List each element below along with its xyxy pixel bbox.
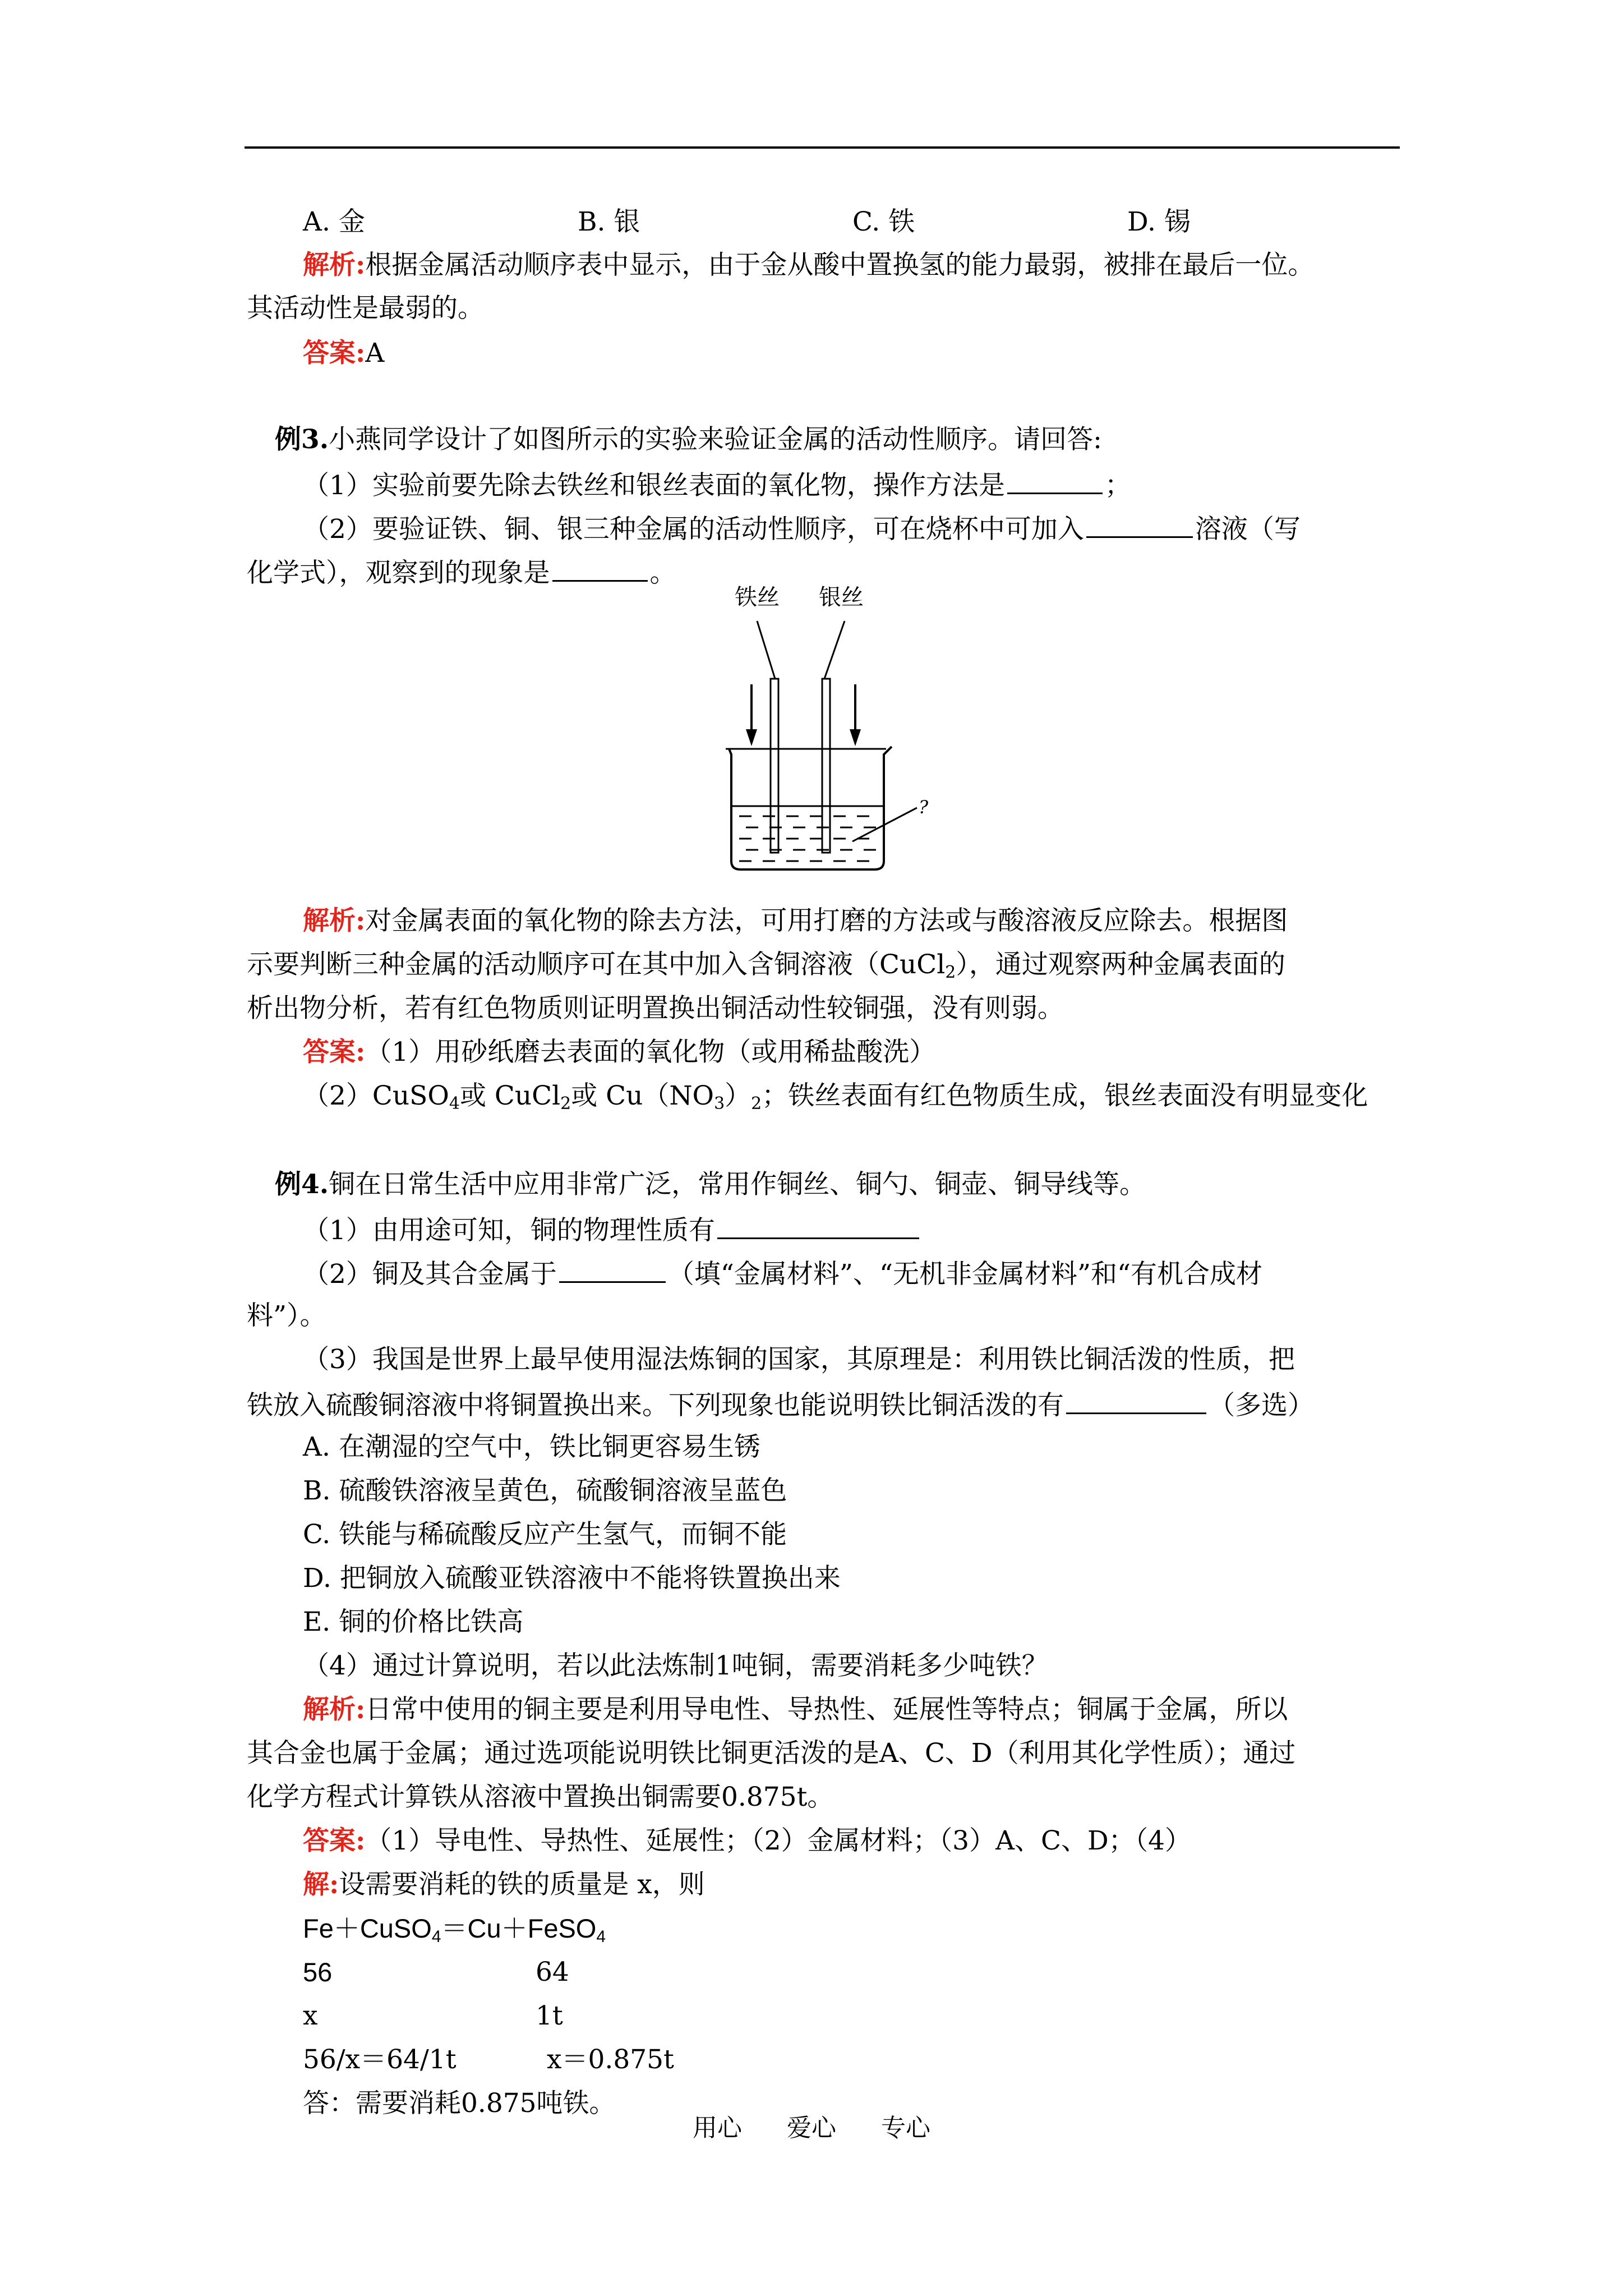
ex3-analysis-line3: 析出物分析，若有红色物质则证明置换出铜活动性较铜强，没有则弱。: [247, 993, 1064, 1024]
answer-blank: [552, 558, 648, 582]
iron-wire-label: 铁丝: [735, 585, 780, 610]
beaker-figure: [712, 586, 948, 878]
solution-text: 设需要消耗的铁的质量是 x，则: [339, 1869, 705, 1900]
answer-label: 答案:: [303, 1825, 366, 1856]
ex3-analysis-line2: 示要判断三种金属的活动顺序可在其中加入含铜溶液（CuCl$_2$），通过观察两种金属表面的: [247, 949, 1285, 982]
answer-label: 答案:: [303, 1037, 366, 1068]
var-1t: 1t: [536, 2000, 563, 2031]
option-a: A. 金: [303, 206, 365, 237]
answer-blank: [1066, 1390, 1206, 1414]
ex4-analysis-line3: 化学方程式计算铁从溶液中置换出铜需要0.875t。: [247, 1782, 834, 1812]
ex4-q2-text: （2）铜及其合金属于: [303, 1259, 557, 1290]
answer-blank: [559, 1259, 666, 1283]
analysis-label: 解析:: [303, 250, 366, 280]
footer-item: 爱心: [787, 2114, 836, 2142]
answer-blank: [1086, 514, 1193, 538]
ex4-q3-line1: （3）我国是世界上最早使用湿法炼铜的国家，其原理是：利用铁比铜活泼的性质，把: [303, 1344, 1295, 1375]
q2-analysis-line1: [303, 252, 1314, 278]
mass-cu: 64: [536, 1957, 569, 1987]
footer-item: 专心: [881, 2114, 930, 2142]
option-c: C. 铁: [852, 206, 915, 237]
question-mark-label: ?: [919, 797, 929, 818]
ex4-q1: [303, 1215, 921, 1244]
ex3-q1-text: （1）实验前要先除去铁丝和银丝表面的氧化物，操作方法是: [303, 470, 1005, 501]
option-d: D. 锡: [1127, 206, 1191, 237]
ex4-analysis-line2: 其合金也属于金属；通过选项能说明铁比铜更活泼的是A、C、D（利用其化学性质）；通过: [247, 1738, 1296, 1769]
ex4-q2-text-b: （填“金属材料”、“无机非金属材料”和“有机合成材: [667, 1259, 1263, 1290]
ratio: 56/x＝64/1t: [303, 2044, 457, 2075]
answer-text: ；铁丝表面有红色物质生成，银丝表面没有明显变化: [762, 1080, 1368, 1111]
analysis-text: 日常中使用的铜主要是利用导电性、导热性、延展性等特点；铜属于金属，所以: [365, 1694, 1288, 1725]
ex4-option-b: B. 硫酸铁溶液呈黄色，硫酸铜溶液呈蓝色: [303, 1475, 787, 1506]
ex4-option-e: E. 铜的价格比铁高: [303, 1607, 524, 1637]
answer-text: 或 Cu（NO: [571, 1080, 714, 1111]
option-b: B. 银: [578, 206, 640, 237]
ex4-label: 例4.: [275, 1169, 329, 1200]
ex4-q2-line1: [303, 1259, 1263, 1290]
ex4-intro: [275, 1171, 1146, 1198]
page-footer: [0, 2116, 1623, 2141]
ex4-q4: （4）通过计算说明，若以此法炼制1吨铜，需要消耗多少吨铁？: [303, 1650, 1048, 1681]
ex4-solution: [303, 1871, 705, 1898]
ex4-option-a: A. 在潮湿的空气中，铁比铜更容易生锈: [303, 1432, 760, 1462]
answer-text: （1）导电性、导热性、延展性；（2）金属材料；（3）A、C、D；（4）: [365, 1825, 1192, 1856]
q2-answer: [303, 338, 385, 369]
ex3-label: 例3.: [275, 424, 329, 455]
ex3-q2-text-b: 溶液（写: [1195, 514, 1301, 545]
ex4-option-d: D. 把铜放入硫酸亚铁溶液中不能将铁置换出来: [303, 1563, 841, 1594]
equation-text: ＝Cu＋FeSO: [441, 1913, 597, 1943]
ex4-option-c: C. 铁能与稀硫酸反应产生氢气，而铜不能: [303, 1519, 787, 1550]
ex3-q2-line2: [247, 558, 676, 586]
ex3-q2-text-c: 化学式），观察到的现象是: [247, 558, 550, 588]
ex4-q3-line2: [247, 1390, 1314, 1419]
ex3-q2-end: 。: [649, 558, 676, 588]
header-rule: [245, 146, 1400, 149]
ex3-q2-line1: [303, 514, 1301, 545]
answer-label: 答案:: [303, 338, 366, 369]
analysis-label: 解析:: [303, 905, 366, 936]
ex4-q2-line2: 料”）。: [247, 1300, 326, 1331]
beaker-drawing: [712, 586, 948, 878]
ex3-q1: [303, 470, 1131, 499]
solution-label: 解:: [303, 1869, 339, 1900]
silver-wire-label: 银丝: [819, 585, 864, 610]
equation-text: Fe＋CuSO: [303, 1913, 432, 1943]
ex3-q1-end: ；: [1104, 470, 1131, 501]
footer-item: 用心: [693, 2114, 742, 2142]
analysis-text: ），通过观察两种金属表面的: [956, 949, 1285, 980]
analysis-label: 解析:: [303, 1694, 366, 1725]
ex4-q3-text-b: （多选）: [1209, 1390, 1314, 1421]
q2-analysis-line2: 其活动性是最弱的。: [247, 293, 484, 324]
ex4-q3-text: 铁放入硫酸铜溶液中将铜置换出来。下列现象也能说明铁比铜活泼的有: [247, 1390, 1064, 1421]
result: x＝0.875t: [547, 2044, 674, 2075]
answer-text: （2）CuSO: [303, 1080, 449, 1111]
ex4-answer: [303, 1825, 1192, 1856]
var-x: x: [303, 2000, 318, 2031]
ex3-q2-text: （2）要验证铁、铜、银三种金属的活动性顺序，可在烧杯中可加入: [303, 514, 1084, 545]
answer-text: ）: [725, 1080, 751, 1111]
ex3-answer-line2: （2）CuSO$_4$或 CuCl$_2$或 $Cu(NO_3)_2$；铁丝表面有红色物质生成，银丝表面没有明显变化: [303, 1080, 1368, 1114]
analysis-text: 示要判断三种金属的活动顺序可在其中加入含铜溶液（CuCl: [247, 949, 946, 980]
conclusion: 答：需要消耗0.875吨铁。: [303, 2088, 616, 2119]
ex3-intro: [275, 426, 1102, 453]
equation: Fe＋CuSO$_4$＝Cu＋FeSO$_4$: [303, 1913, 606, 1946]
ex3-intro-text: 小燕同学设计了如图所示的实验来验证金属的活动性顺序。请回答:: [329, 424, 1102, 455]
ex4-q1-text: （1）由用途可知，铜的物理性质有: [303, 1215, 715, 1246]
ex3-analysis-line1: [303, 905, 1288, 936]
answer-text: （1）用砂纸磨去表面的氧化物（或用稀盐酸洗）: [365, 1037, 936, 1068]
answer-value: A: [365, 338, 385, 369]
ex3-answer-line1: [303, 1037, 936, 1068]
analysis-text: 对金属表面的氧化物的除去方法，可用打磨的方法或与酸溶液反应除去。根据图: [365, 905, 1288, 936]
mass-fe: 56: [303, 1957, 333, 1987]
answer-text: 或 CuCl: [459, 1080, 561, 1111]
ex4-analysis-line1: [303, 1696, 1288, 1723]
analysis-text: 根据金属活动顺序表中显示，由于金从酸中置换氢的能力最弱，被排在最后一位。: [365, 250, 1315, 280]
answer-blank: [717, 1215, 919, 1239]
ex4-intro-text: 铜在日常生活中应用非常广泛，常用作铜丝、铜勺、铜壶、铜导线等。: [329, 1169, 1146, 1200]
answer-blank: [1007, 470, 1103, 494]
